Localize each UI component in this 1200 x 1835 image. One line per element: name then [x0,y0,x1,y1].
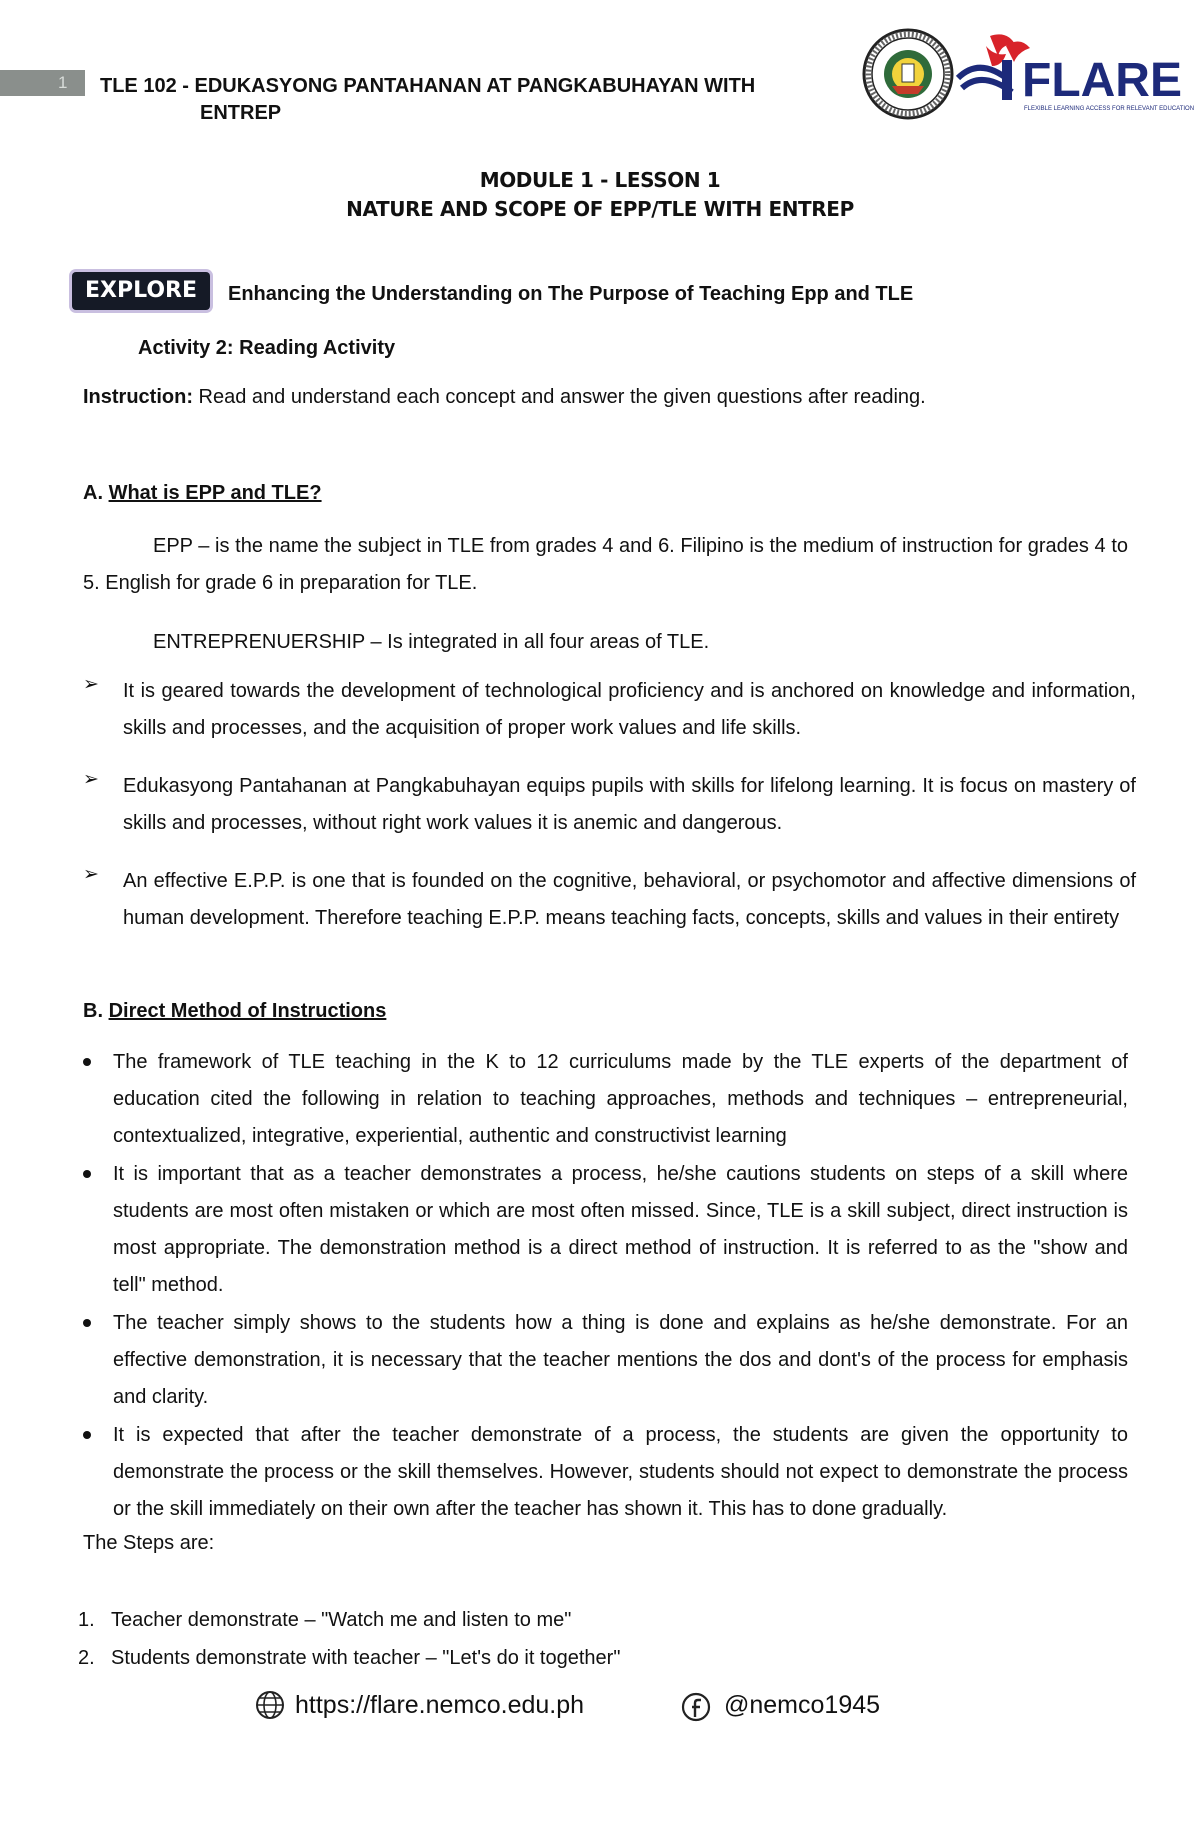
entrepreneurship-definition: ENTREPRENUERSHIP – Is integrated in all four areas of TLE. [153,631,710,653]
globe-icon [254,1689,286,1721]
steps-label: The Steps are: [83,1532,215,1554]
instruction-label: Instruction: [83,386,193,408]
section-a-title: What is EPP and TLE? [108,482,322,504]
explore-badge: EXPLORE [72,272,210,310]
section-b-letter: B. [83,1000,109,1022]
epp-definition [83,528,1128,602]
page-number: 1 [58,73,68,92]
step-text: Teacher demonstrate – "Watch me and listen to me" [111,1609,572,1631]
arrow-list-item [83,768,1136,842]
instruction-text: Read and understand each concept and answer the given questions after reading. [193,386,926,408]
epp-definition-text: EPP – is the name the subject in TLE from grades 4 and 6. Filipino is the medium of instruction for grades 4 to 5. English for grade 6 in preparation for TLE. [83,535,1128,594]
bullet-list-item [83,1044,1128,1155]
college-seal-logo [862,28,954,120]
arrow-bullet-icon: ➢ [83,674,99,695]
facebook-icon [680,1691,712,1723]
flare-logo [950,26,1195,118]
arrow-list-item [83,673,1136,747]
social-handle-link[interactable]: @nemco1945 [724,1691,881,1719]
module-lesson-heading: MODULE 1 - LESSON 1 [479,168,721,192]
website-link[interactable]: https://flare.nemco.edu.ph [295,1691,585,1719]
section-a-letter: A. [83,482,109,504]
lesson-title: NATURE AND SCOPE OF EPP/TLE WITH ENTREP [346,197,854,221]
section-b-title: Direct Method of Instructions [108,1000,387,1022]
bullet-list-item [83,1156,1128,1304]
course-title-line2: ENTREP [200,102,282,124]
flare-logo-text: FLARE [1022,54,1182,107]
arrow-bullet-icon: ➢ [83,769,99,790]
course-title-line1: TLE 102 - EDUKASYONG PANTAHANAN AT PANGKABUHAYAN WITH [100,75,756,97]
course-title [100,73,820,127]
arrow-list-text: It is geared towards the development of technological proficiency and is anchored on knowledge and information, skills and processes, and the acquisition of proper work values and life skills. [123,680,1136,739]
step-text: Students demonstrate with teacher – "Let's do it together" [111,1647,621,1669]
flare-logo-tagline: FLEXIBLE LEARNING ACCESS FOR RELEVANT EDUCATION [1024,106,1195,112]
numbered-step [78,1647,620,1670]
step-number: 2. [78,1647,95,1669]
arrow-list-text: An effective E.P.P. is one that is founded on the cognitive, behavioral, or psychomotor and affective dimensions of human development. Therefore teaching E.P.P. means teaching facts, concepts, skills and values in their entirety [123,870,1136,929]
instruction [83,386,926,409]
bullet-list-item [83,1417,1128,1528]
arrow-list-text: Edukasyong Pantahanan at Pangkabuhayan equips pupils with skills for lifelong learning. It is focus on mastery of skills and processes, without right work values it is anemic and dangerous. [123,775,1136,834]
section-b-heading [83,1000,386,1023]
step-number: 1. [78,1609,95,1631]
arrow-list-item [83,863,1136,937]
bullet-list-item [83,1305,1128,1416]
bullet-dot-icon [83,1319,91,1327]
explore-title: Enhancing the Understanding on The Purpose of Teaching Epp and TLE [228,283,914,305]
section-a-heading [83,482,322,505]
activity-title: Activity 2: Reading Activity [138,337,396,359]
bullet-list-text: The framework of TLE teaching in the K to 12 curriculums made by the TLE experts of the department of education cited the following in relation to teaching approaches, methods and techniques – entrepreneurial, contextualized, integrative, experiential, authentic and constructivist learning [113,1051,1128,1147]
bullet-dot-icon [83,1170,91,1178]
bullet-dot-icon [83,1431,91,1439]
bullet-list-text: The teacher simply shows to the students how a thing is done and explains as he/she demonstrate. For an effective demonstration, it is necessary that the teacher mentions the dos and dont's of the process for emphasis and clarity. [113,1312,1128,1408]
bullet-list-text: It is important that as a teacher demonstrates a process, he/she cautions students on steps of a skill where students are most often mistaken or which are most often missed. Since, TLE is a skill subject, direct instruction is most appropriate. The demonstration method is a direct method of instruction. It is referred to as the "show and tell" method. [113,1163,1128,1296]
numbered-step [78,1609,571,1632]
page-number-bar [0,70,85,96]
bullet-list-text: It is expected that after the teacher demonstrate of a process, the students are given the opportunity to demonstrate the process or the skill themselves. However, students should not expect to demonstrate the process or the skill immediately on their own after the teacher has shown it. This has to done gradually. [113,1424,1128,1520]
bullet-dot-icon [83,1058,91,1066]
arrow-bullet-icon: ➢ [83,864,99,885]
